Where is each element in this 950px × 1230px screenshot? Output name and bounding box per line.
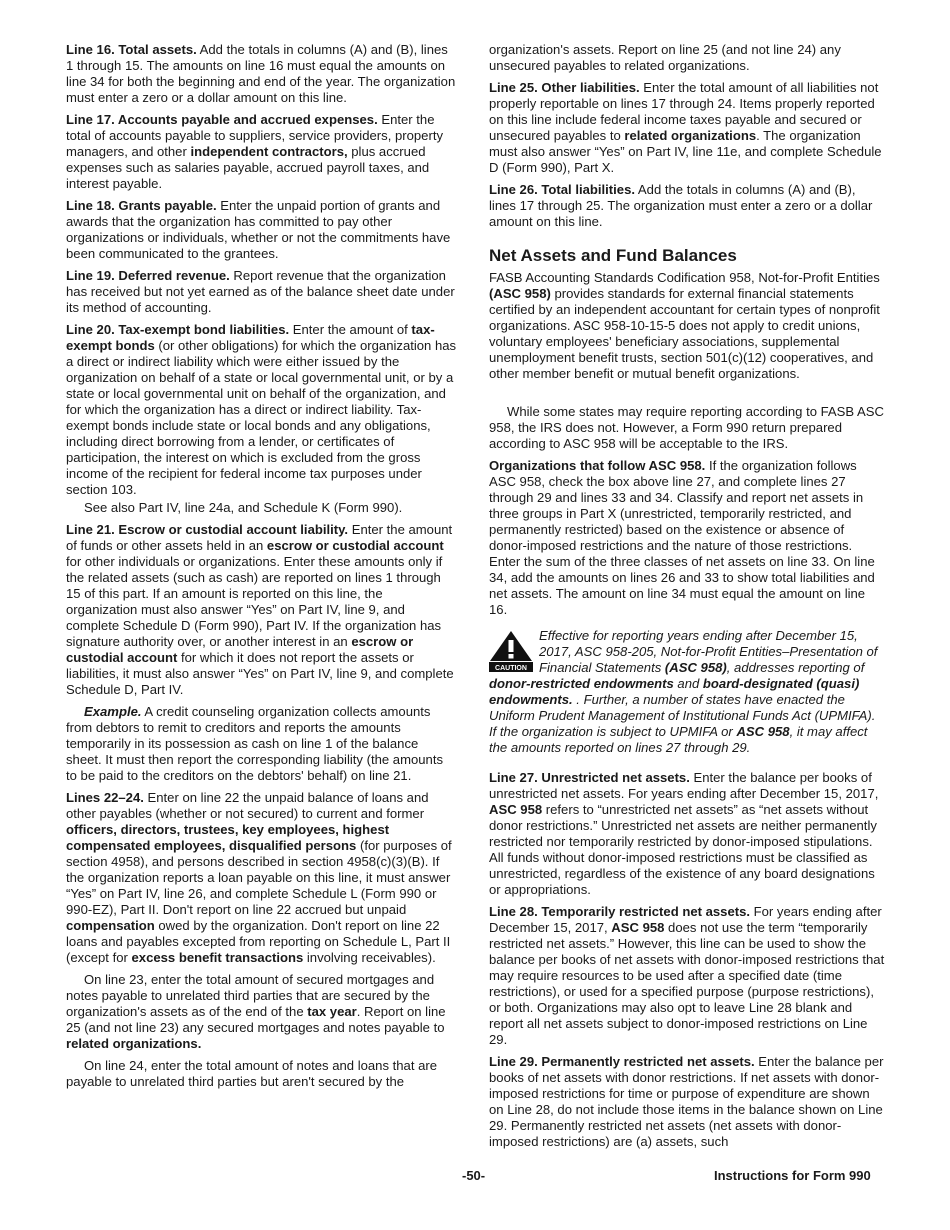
line-21-heading: Line 21. Escrow or custodial account liability. [66, 522, 349, 537]
line-20-paragraph: Line 20. Tax-exempt bond liabilities. Enter the amount of tax-exempt bonds (or other obligations) for which the organization has a direct or indirect liability which were either issued by the organization on behalf of a state or local governmental unit, or by a state or local governmental unit on behalf of the organization, and for which the organization has a direct or indirect liability. Tax-exempt bonds include state or local bonds and any obligations, including direct borrowing from a lender, or certificates of participation, the interest on which is excluded from the gross income of the recipient for federal income tax purposes under section 103. [66, 322, 457, 497]
organizations-asc958-paragraph: Organizations that follow ASC 958. If the organization follows ASC 958, check the box above line 27, and complete lines 27 through 29 and lines 33 and 34. Classify and report net assets in three groups in Part X (unrestricted, temporarily restricted, and permanently restricted) based on the existence or absence of donor-imposed restrictions and the nature of those restrictions. Enter the sum of the three classes of net assets on line 33. On line 34, add the amounts on lines 26 and 33 to show total liabilities and net assets. The amount on line 34 must equal the amount on line 16. [489, 458, 875, 617]
line-20-heading: Line 20. Tax-exempt bond liabilities. [66, 322, 290, 337]
caution-icon [489, 630, 533, 672]
lines-22-24-heading: Lines 22–24. [66, 790, 144, 805]
line-19-paragraph: Line 19. Deferred revenue. Report revenue that the organization has received but not yet earned as of the balance sheet date under its method of accounting. [66, 268, 455, 315]
line-16-heading: Line 16. Total assets. [66, 42, 197, 57]
states-paragraph: While some states may require reporting according to FASB ASC 958, the IRS does not. However, a Form 990 return prepared according to ASC 958 will be acceptable to the IRS. [489, 404, 884, 451]
organizations-asc958-heading: Organizations that follow ASC 958. [489, 458, 706, 473]
continued-paragraph: organization's assets. Report on line 25 (and not line 24) any unsecured payables to related organizations. [489, 42, 841, 73]
right-column [489, 42, 885, 1156]
line-26-heading: Line 26. Total liabilities. [489, 182, 636, 197]
caution-text: Effective for reporting years ending after December 15, 2017, ASC 958-205, Not-for-Profit Entities–Presentation of Financial Statements (ASC 958), addresses reporting of donor-restricted endowments and board-designated (quasi) endowments. . Further, a number of states have enacted the Uniform Prudent Management of Institutional Funds Act (UPMIFA). If the organization is subject to UPMIFA or ASC 958, it may affect the amounts reported on lines 27 through 29. [489, 628, 878, 755]
line-23-paragraph: On line 23, enter the total amount of secured mortgages and notes payable to unrelated third parties that are secured by the organization's assets as of the end of the tax year. Report on line 25 (and not line 23) any secured mortgages and notes payable to related organizations. [66, 972, 446, 1051]
left-column [66, 42, 457, 1096]
fasb-paragraph: FASB Accounting Standards Codification 958, Not-for-Profit Entities (ASC 958) provides standards for external financial statements certified by an independent accountant for certain types of nonprofit organizations. ASC 958-10-15-5 does not apply to credit unions, voluntary employees' beneficiary associations, supplemental unemployment benefit trusts, section 501(c)(12) cooperatives, and other member benefit or mutual benefit organizations. [489, 270, 880, 381]
line-28-heading: Line 28. Temporarily restricted net assets. [489, 904, 751, 919]
line-26-paragraph: Line 26. Total liabilities. Add the totals in columns (A) and (B), lines 17 through 25. The organization must enter a zero or a dollar amount on this line. [489, 182, 873, 229]
line-17-paragraph: Line 17. Accounts payable and accrued expenses. Enter the total of accounts payable to suppliers, service providers, property managers, and other independent contractors, plus accrued expenses such as salaries payable, accrued payroll taxes, and interest payable. [66, 112, 444, 191]
caution-box [489, 628, 885, 756]
form-name: Instructions for Form 990 [714, 1168, 871, 1183]
example-paragraph: Example. A credit counseling organization collects amounts from debtors to remit to creditors and reports the amounts temporarily in its possession as cash on line 1 of the balance sheet. It must then report the corresponding liability (the amounts to be paid to the creditors on the debtors' behalf) on line 21. [66, 704, 444, 783]
example-heading: Example. [84, 704, 142, 719]
line-27-heading: Line 27. Unrestricted net assets. [489, 770, 690, 785]
caution-label: CAUTION [495, 665, 527, 672]
line-18-heading: Line 18. Grants payable. [66, 198, 217, 213]
line-28-paragraph: Line 28. Temporarily restricted net assets. For years ending after December 15, 2017, ASC 958 does not use the term “temporarily restricted net assets.” However, this line can be used to show the balance per books of net assets with donor-imposed restrictions that may require resources to be used after a specified date (time restrictions), or used for a specified purpose (purpose restrictions), or both. Organizations may also opt to leave Line 28 blank and report all net assets subject to donor-imposed restrictions on Line 29. [489, 904, 885, 1047]
line-29-paragraph: Line 29. Permanently restricted net assets. Enter the balance per books of net assets with donor restrictions. If net assets with donor-imposed restrictions for time or purpose of expenditure are shown on Line 28, do not include those items in the balance shown on Line 29. Permanently restricted net assets (net assets with donor-imposed restrictions) are (a) assets, such [489, 1054, 884, 1149]
line-16-paragraph: Line 16. Total assets. Add the totals in columns (A) and (B), lines 1 through 15. The amounts on line 16 must equal the amounts on line 34 for both the beginning and end of the year. The organization must enter a zero or a dollar amount on this line. [66, 42, 456, 105]
line-25-paragraph: Line 25. Other liabilities. Enter the total amount of all liabilities not properly reportable on lines 17 through 24. Items properly reported on this line include federal income taxes payable and secured or unsecured payables to related organizations. The organization must also answer “Yes” on Part IV, line 11e, and complete Schedule D (Form 990), Part X. [489, 80, 882, 175]
line-17-heading: Line 17. Accounts payable and accrued expenses. [66, 112, 378, 127]
page-number: -50- [462, 1168, 486, 1183]
line-20-see-also: See also Part IV, line 24a, and Schedule K (Form 990). [84, 500, 403, 515]
line-19-heading: Line 19. Deferred revenue. [66, 268, 230, 283]
lines-22-24-paragraph: Lines 22–24. Enter on line 22 the unpaid balance of loans and other payables (whether or not secured) to current and former officers, directors, trustees, key employees, highest compensated employees, disqualified persons (for purposes of section 4958), and persons described in section 4958(c)(3)(B). If the organization reports a loan payable on this line, it must answer “Yes” on Part IV, line 26, and complete Schedule L (Form 990 or 990-EZ), Part II. Don't report on line 22 accrued but unpaid compensation owed by the organization. Don't report on line 22 loans and payables excepted from reporting on Schedule L, Part II (except for excess benefit transactions involving receivables). [66, 790, 452, 965]
line-27-paragraph: Line 27. Unrestricted net assets. Enter the balance per books of unrestricted net assets. For years ending after December 15, 2017, ASC 958 refers to “unrestricted net assets” as “net assets without donor restrictions.” Unrestricted net assets are neither permanently restricted nor temporarily restricted by donor-imposed stipulations. All funds without donor-imposed restrictions must be classified as unrestricted, regardless of the existence of any board designations or appropriations. [489, 770, 879, 897]
section-heading: Net Assets and Fund Balances [489, 246, 737, 265]
line-24-paragraph: On line 24, enter the total amount of notes and loans that are payable to unrelated third parties but aren't secured by the [66, 1058, 438, 1089]
line-25-heading: Line 25. Other liabilities. [489, 80, 640, 95]
line-21-paragraph: Line 21. Escrow or custodial account liability. Enter the amount of funds or other assets held in an escrow or custodial account for other individuals or organizations. Enter these amounts only if the related assets (such as cash) are reported on lines 1 through 15 of this part. If an amount is reported on this line, the organization must also answer “Yes” on Part IV, line 9, and complete Schedule D (Form 990), Part IV. If the organization has signature authority over, or another interest in an escrow or custodial account for which it does not report the assets or liabilities, it must also answer “Yes” on Part IV, line 9, and complete Schedule D, Part IV. [66, 522, 454, 697]
line-29-heading: Line 29. Permanently restricted net assets. [489, 1054, 755, 1069]
line-18-paragraph: Line 18. Grants payable. Enter the unpaid portion of grants and awards that the organization has committed to pay other organizations or individuals, whether or not the commitments have been communicated to the grantees. [66, 198, 451, 261]
